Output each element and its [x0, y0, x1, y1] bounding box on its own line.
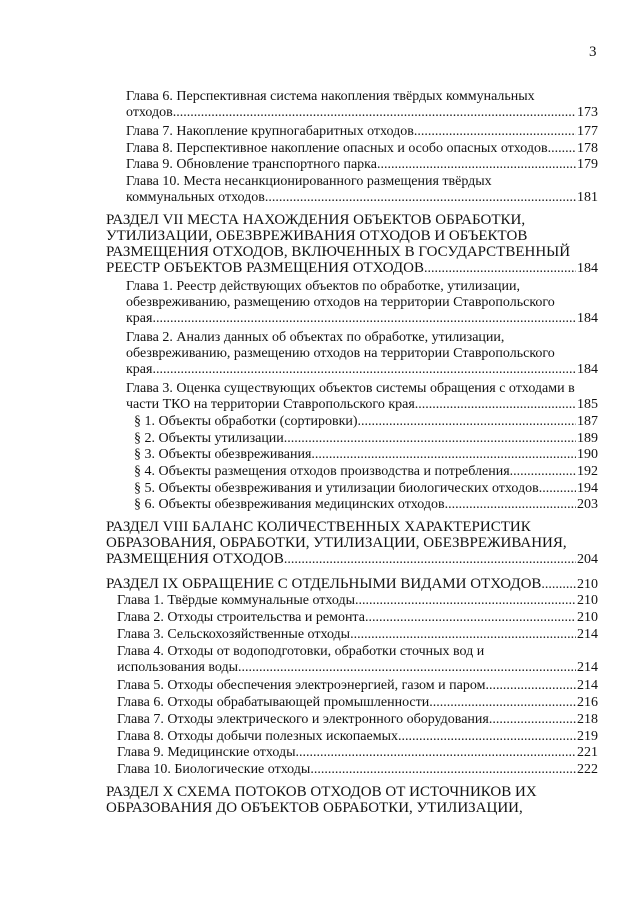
toc-entry-text: Глава 6. Отходы обрабатывающей промышленности — [117, 695, 430, 710]
toc-entry-chapter-8[interactable] — [126, 141, 598, 157]
toc-entry-text: Глава 3. Сельскохозяйственные отходы — [117, 627, 351, 642]
toc-entry-s9-chapter-6[interactable] — [117, 695, 598, 711]
leader-dots — [311, 447, 576, 463]
toc-page-number: 181 — [577, 190, 598, 205]
leader-dots — [485, 678, 576, 694]
leader-dots — [415, 397, 576, 413]
leader-dots — [310, 762, 576, 778]
toc-entry-s9-chapter-7[interactable] — [117, 712, 598, 728]
toc-paragraph-5[interactable] — [134, 481, 598, 497]
toc-entry-text: Глава 10. Места несанкционированного размещения твёрдых — [126, 174, 492, 189]
toc-entry-chapter-10[interactable] — [126, 174, 598, 206]
toc-page-number: 177 — [577, 124, 598, 139]
section-title-line: РЕЕСТР ОБЪЕКТОВ РАЗМЕЩЕНИЯ ОТХОДОВ — [106, 260, 424, 276]
toc-entry-text: края — [126, 311, 153, 326]
leader-dots — [541, 577, 576, 593]
toc-entry-text: § 6. Объекты обезвреживания медицинских отходов — [134, 497, 445, 512]
leader-dots — [284, 431, 576, 447]
toc-entry-s9-chapter-8[interactable] — [117, 729, 598, 745]
toc-page-number: 184 — [577, 311, 598, 326]
toc-page-number: 192 — [577, 464, 598, 479]
leader-dots — [429, 695, 576, 711]
toc-entry-chapter-9[interactable] — [126, 157, 598, 173]
leader-dots — [398, 729, 576, 745]
toc-entry-text: Глава 10. Биологические отходы — [117, 762, 311, 777]
leader-dots — [152, 362, 576, 378]
toc-entry-text: § 5. Объекты обезвреживания и утилизации биологических отходов — [134, 481, 539, 496]
leader-dots — [296, 745, 576, 761]
toc-entry-text: § 3. Объекты обезвреживания — [134, 447, 312, 462]
toc-page-number: 203 — [577, 497, 598, 512]
leader-dots — [424, 261, 576, 277]
toc-section-8[interactable] — [106, 519, 598, 567]
toc-page-number: 184 — [577, 362, 598, 377]
toc-entry-text: § 4. Объекты размещения отходов производства и потребления — [134, 464, 510, 479]
page-number: 3 — [589, 44, 597, 60]
section-title-line: РАЗМЕЩЕНИЯ ОТХОДОВ, ВКЛЮЧЕННЫХ В ГОСУДАРСТВЕННЫЙ — [106, 244, 571, 260]
toc-page-number: 218 — [577, 712, 598, 727]
toc-entry-text: Глава 7. Накопление крупногабаритных отходов — [126, 124, 414, 139]
toc-entry-chapter-6[interactable] — [126, 89, 598, 121]
leader-dots — [265, 190, 576, 206]
toc-page-number: 185 — [577, 397, 598, 412]
toc-entry-s9-chapter-10[interactable] — [117, 762, 598, 778]
section-title-line: ОБРАЗОВАНИЯ ДО ОБЪЕКТОВ ОБРАБОТКИ, УТИЛИЗАЦИИ, — [106, 800, 523, 816]
toc-paragraph-4[interactable] — [134, 464, 598, 480]
toc-entry-text: Глава 1. Твёрдые коммунальные отходы — [117, 593, 355, 608]
toc-entry-text: Глава 2. Отходы строительства и ремонта — [117, 610, 365, 625]
leader-dots — [173, 105, 576, 121]
toc-entry-s9-chapter-5[interactable] — [117, 678, 598, 694]
toc-page-number: 210 — [577, 610, 598, 625]
toc-page-number: 210 — [577, 577, 598, 592]
toc-entry-text: коммунальных отходов — [126, 190, 265, 205]
section-title-line: РАЗМЕЩЕНИЯ ОТХОДОВ — [106, 551, 284, 567]
toc-entry-text: § 1. Объекты обработки (сортировки) — [134, 414, 358, 429]
toc-entry-text: Глава 4. Отходы от водоподготовки, обработки сточных вод и — [117, 644, 485, 659]
toc-page-number: 179 — [577, 157, 598, 172]
toc-page-number: 219 — [577, 729, 598, 744]
toc-entry-text: Глава 8. Перспективное накопление опасных и особо опасных отходов — [126, 141, 548, 156]
toc-section-7[interactable] — [106, 212, 598, 276]
leader-dots — [414, 124, 576, 140]
toc-paragraph-2[interactable] — [134, 431, 598, 447]
toc-page-number: 204 — [577, 552, 598, 567]
leader-dots — [238, 660, 576, 676]
toc-entry-s9-chapter-9[interactable] — [117, 745, 598, 761]
toc-entry-text: Глава 2. Анализ данных об объектах по обработке, утилизации, — [126, 330, 505, 345]
leader-dots — [284, 552, 576, 568]
toc-page-number: 173 — [577, 105, 598, 120]
toc-entry-s7-chapter-3[interactable] — [126, 381, 598, 413]
toc-page-number: 210 — [577, 593, 598, 608]
toc-entry-text: отходов — [126, 105, 173, 120]
leader-dots — [548, 141, 576, 157]
toc-entry-s9-chapter-3[interactable] — [117, 627, 598, 643]
toc-entry-text: края — [126, 362, 153, 377]
leader-dots — [152, 311, 576, 327]
toc-paragraph-1[interactable] — [134, 414, 598, 430]
toc-page-number: 214 — [577, 678, 598, 693]
toc-page-number: 214 — [577, 660, 598, 675]
section-title-line: УТИЛИЗАЦИИ, ОБЕЗВРЕЖИВАНИЯ ОТХОДОВ И ОБЪЕКТОВ — [106, 228, 528, 244]
toc-entry-s7-chapter-2[interactable] — [126, 330, 598, 378]
toc-page-number: 190 — [577, 447, 598, 462]
toc-page-number: 214 — [577, 627, 598, 642]
toc-entry-text: Глава 3. Оценка существующих объектов системы обращения с отходами в — [126, 381, 575, 396]
toc-entry-s9-chapter-4[interactable] — [117, 644, 598, 676]
toc-page-number: 194 — [577, 481, 598, 496]
toc-entry-text: использования воды — [117, 660, 239, 675]
toc-page-number: 187 — [577, 414, 598, 429]
toc-section-10[interactable] — [106, 784, 598, 816]
toc-page-number: 216 — [577, 695, 598, 710]
leader-dots — [445, 497, 576, 513]
toc-entry-text: Глава 9. Медицинские отходы — [117, 745, 296, 760]
section-title-line: РАЗДЕЛ VII МЕСТА НАХОЖДЕНИЯ ОБЪЕКТОВ ОБРАБОТКИ, — [106, 212, 526, 228]
toc-entry-text: Глава 6. Перспективная система накопления твёрдых коммунальных — [126, 89, 535, 104]
toc-page-number: 222 — [577, 762, 598, 777]
leader-dots — [358, 414, 576, 430]
leader-dots — [510, 464, 576, 480]
toc-entry-text: обезвреживанию, размещению отходов на территории Ставропольского — [126, 346, 555, 361]
toc-entry-chapter-7[interactable] — [126, 124, 598, 140]
section-title-line: РАЗДЕЛ IX ОБРАЩЕНИЕ С ОТДЕЛЬНЫМИ ВИДАМИ ОТХОДОВ — [106, 576, 542, 592]
toc-page-number: 189 — [577, 431, 598, 446]
toc-entry-text: Глава 5. Отходы обеспечения электроэнергией, газом и паром — [117, 678, 486, 693]
toc-entry-text: § 2. Объекты утилизации — [134, 431, 284, 446]
leader-dots — [365, 610, 576, 626]
toc-paragraph-3[interactable] — [134, 447, 598, 463]
leader-dots — [539, 481, 576, 497]
leader-dots — [350, 627, 576, 643]
toc-entry-text: обезвреживанию, размещению отходов на территории Ставропольского — [126, 295, 555, 310]
toc-entry-s7-chapter-1[interactable] — [126, 279, 598, 327]
section-title-line: РАЗДЕЛ X СХЕМА ПОТОКОВ ОТХОДОВ ОТ ИСТОЧНИКОВ ИХ — [106, 784, 537, 800]
toc-entry-text: Глава 8. Отходы добычи полезных ископаемых — [117, 729, 398, 744]
toc-entry-text: Глава 1. Реестр действующих объектов по обработке, утилизации, — [126, 279, 521, 294]
toc-page-number: 184 — [577, 261, 598, 276]
toc-entry-s9-chapter-1[interactable] — [117, 593, 598, 609]
leader-dots — [377, 157, 576, 173]
toc-page-number: 221 — [577, 745, 598, 760]
toc-paragraph-6[interactable] — [134, 497, 598, 513]
toc-entry-text: Глава 9. Обновление транспортного парка — [126, 157, 377, 172]
toc-page-number: 178 — [577, 141, 598, 156]
leader-dots — [489, 712, 576, 728]
section-title-line: ОБРАЗОВАНИЯ, ОБРАБОТКИ, УТИЛИЗАЦИИ, ОБЕЗВРЕЖИВАНИЯ, — [106, 535, 567, 551]
leader-dots — [355, 593, 576, 609]
toc-entry-text: части ТКО на территории Ставропольского края — [126, 397, 415, 412]
section-title-line: РАЗДЕЛ VIII БАЛАНС КОЛИЧЕСТВЕННЫХ ХАРАКТЕРИСТИК — [106, 519, 531, 535]
toc-entry-s9-chapter-2[interactable] — [117, 610, 598, 626]
toc-entry-text: Глава 7. Отходы электрического и электронного оборудования — [117, 712, 489, 727]
toc-section-9[interactable] — [106, 576, 598, 592]
